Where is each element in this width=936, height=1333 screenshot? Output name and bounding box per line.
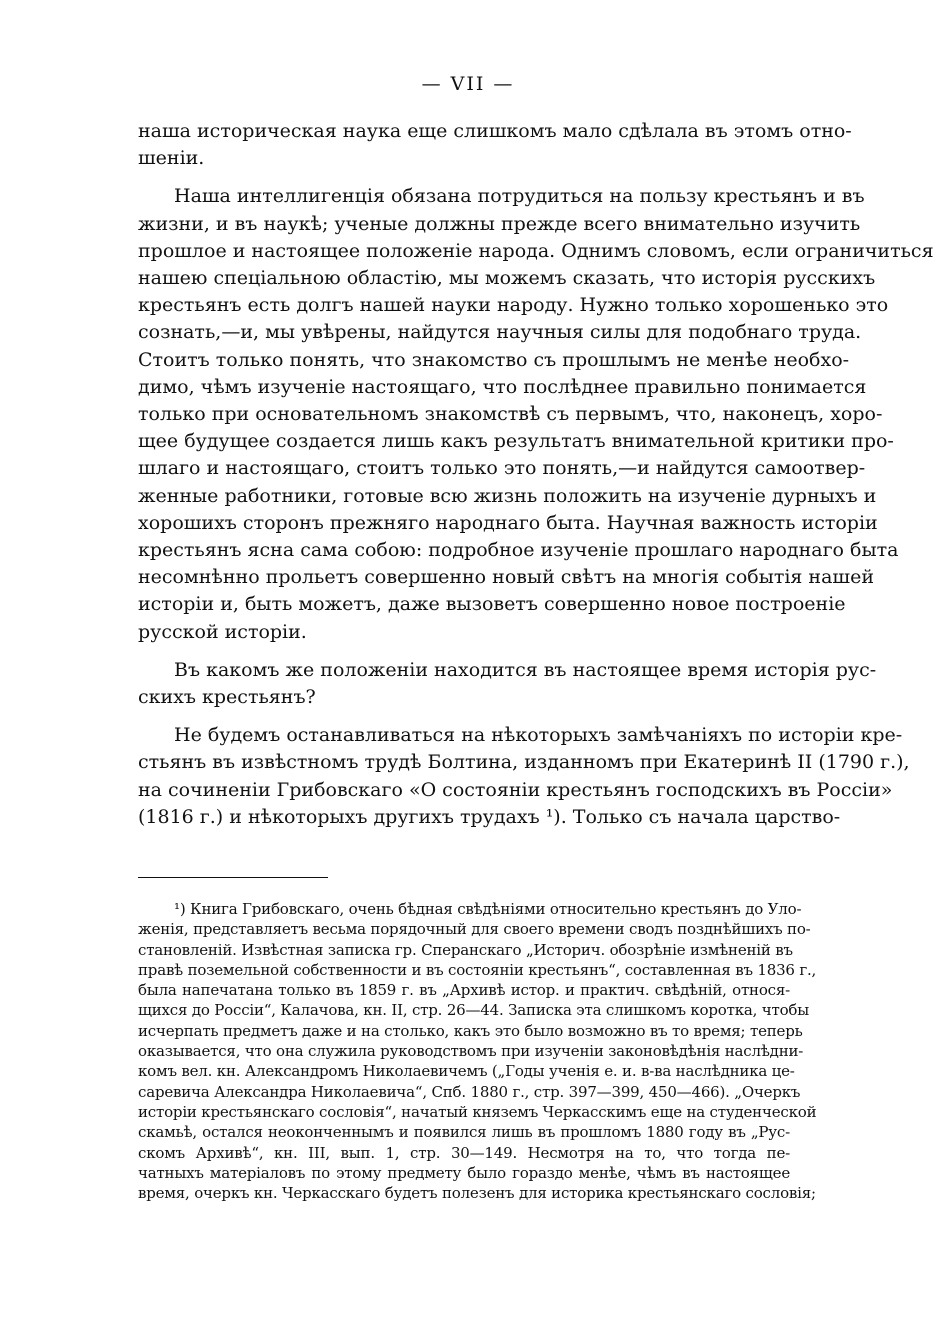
footnote-line: была напечатана только въ 1859 г. въ „Архивѣ истор. и практич. свѣдѣній, относя- <box>138 981 790 1000</box>
text-line: несомнѣнно прольетъ совершенно новый свѣтъ на многія событія нашей <box>138 566 874 589</box>
text-line: жизни, и въ наукѣ; ученые должны прежде всего внимательно изучить <box>138 212 861 235</box>
text-line: русской исторіи. <box>138 620 307 643</box>
text-line: шеніи. <box>138 147 205 170</box>
text-line: шлаго и настоящаго, стоитъ только это понять,—и найдутся самоотвер- <box>138 457 866 480</box>
text-line: прошлое и настоящее положеніе народа. Однимъ словомъ, если ограничиться <box>138 239 934 262</box>
text-line: Наша интеллигенція обязана потрудиться на пользу крестьянъ и въ <box>174 185 865 208</box>
text-line: крестьянъ ясна сама собою: подробное изученіе прошлаго народнаго быта <box>138 539 899 562</box>
footnote-line: комъ вел. кн. Александромъ Николаевичемъ („Годы ученія е. и. в-ва наслѣдника це- <box>138 1062 795 1081</box>
footnote-line: становленій. Извѣстная записка гр. Сперанскаго „Историч. обозрѣніе измѣненій въ <box>138 940 793 959</box>
text-line: нашею спеціальною областію, мы можемъ сказать, что исторія русскихъ <box>138 267 876 290</box>
text-line: скихъ крестьянъ? <box>138 686 316 709</box>
footnote-line: женія, представляетъ весьма порядочный для своего времени сводъ позднѣйшихъ по- <box>138 920 811 939</box>
footnote-line: исчерпать предметъ даже и на столько, какъ это было возможно въ то время; теперь <box>138 1021 803 1040</box>
footnote-line: правѣ поземельной собственности и въ состояніи крестьянъ“, составленная въ 1836 г., <box>138 960 817 979</box>
text-line: сознать,—и, мы увѣрены, найдутся научныя силы для подобнаго труда. <box>138 321 862 344</box>
footnote-line: время, очеркъ кн. Черкасскаго будетъ полезенъ для историка крестьянскаго сословія; <box>138 1184 816 1203</box>
paragraph-2 <box>138 183 934 645</box>
paragraph-4 <box>138 722 910 831</box>
text-line: исторіи и, быть можетъ, даже вызоветъ совершенно новое построеніе <box>138 593 846 616</box>
text-line: щее будущее создается лишь какъ результатъ внимательной критики про- <box>138 430 894 453</box>
page-number: — VII — <box>421 73 515 95</box>
text-line: Стоитъ только понять, что знакомство съ прошлымъ не менѣе необхо- <box>138 348 850 371</box>
text-line: стьянъ въ извѣстномъ трудѣ Болтина, изданномъ при Екатеринѣ II (1790 г.), <box>138 751 910 774</box>
text-line: хорошихъ сторонъ прежняго народнаго быта. Научная важность исторіи <box>138 511 878 534</box>
footnote <box>138 899 817 1203</box>
footnote-line: исторіи крестьянскаго сословія“, начатый княземъ Черкасскимъ еще на студенческой <box>138 1102 817 1121</box>
text-line: крестьянъ есть долгъ нашей науки народу. Нужно только хорошенько это <box>138 294 889 317</box>
text-line: Не будемъ останавливаться на нѣкоторыхъ замѣчаніяхъ по исторіи кре- <box>174 724 903 747</box>
footnote-line: ¹) Книга Грибовскаго, очень бѣдная свѣдѣніями относительно крестьянъ до Уло- <box>174 900 802 918</box>
footnote-line: оказывается, что она служила руководствомъ при изученіи законовѣдѣнія наслѣдни- <box>138 1042 804 1061</box>
text-line: Въ какомъ же положеніи находится въ настоящее время исторія рус- <box>174 658 877 681</box>
text-line: наша историческая наука еще слишкомъ мало сдѣлала въ этомъ отно- <box>138 120 852 142</box>
footnote-line: саревича Александра Николаевича“, Спб. 1880 г., стр. 397—399, 450—466). „Очеркъ <box>138 1082 801 1101</box>
text-line: только при основательномъ знакомствѣ съ первымъ, что, наконецъ, хоро- <box>138 403 883 426</box>
paragraph-1 <box>138 118 852 172</box>
text-line: димо, чѣмъ изученіе настоящаго, что послѣднее правильно понимается <box>138 375 867 398</box>
footnote-line: чатныхъ матеріаловъ по этому предмету было гораздо менѣе, чѣмъ въ настоящее <box>138 1163 790 1182</box>
footnote-divider <box>138 877 328 878</box>
footnote-line: скамьѣ, остался неоконченнымъ и появился лишь въ прошломъ 1880 году въ „Рус- <box>138 1123 790 1142</box>
text-line: на сочиненіи Грибовскаго «О состояніи крестьянъ господскихъ въ Россіи» <box>138 778 893 801</box>
text-line: женные работники, готовые всю жизнь положить на изученіе дурныхъ и <box>138 484 877 507</box>
paragraph-3 <box>138 657 877 711</box>
text-line: (1816 г.) и нѣкоторыхъ другихъ трудахъ ¹). Только съ начала царство- <box>138 805 841 828</box>
main-text <box>138 118 934 842</box>
footnote-line: скомъ Архивѣ“, кн. III, вып. 1, стр. 30—149. Несмотря на то, что тогда пе- <box>138 1143 790 1162</box>
footnote-line: щихся до Россіи“, Калачова, кн. II, стр. 26—44. Записка эта слишкомъ коротка, чтобы <box>138 1001 809 1020</box>
